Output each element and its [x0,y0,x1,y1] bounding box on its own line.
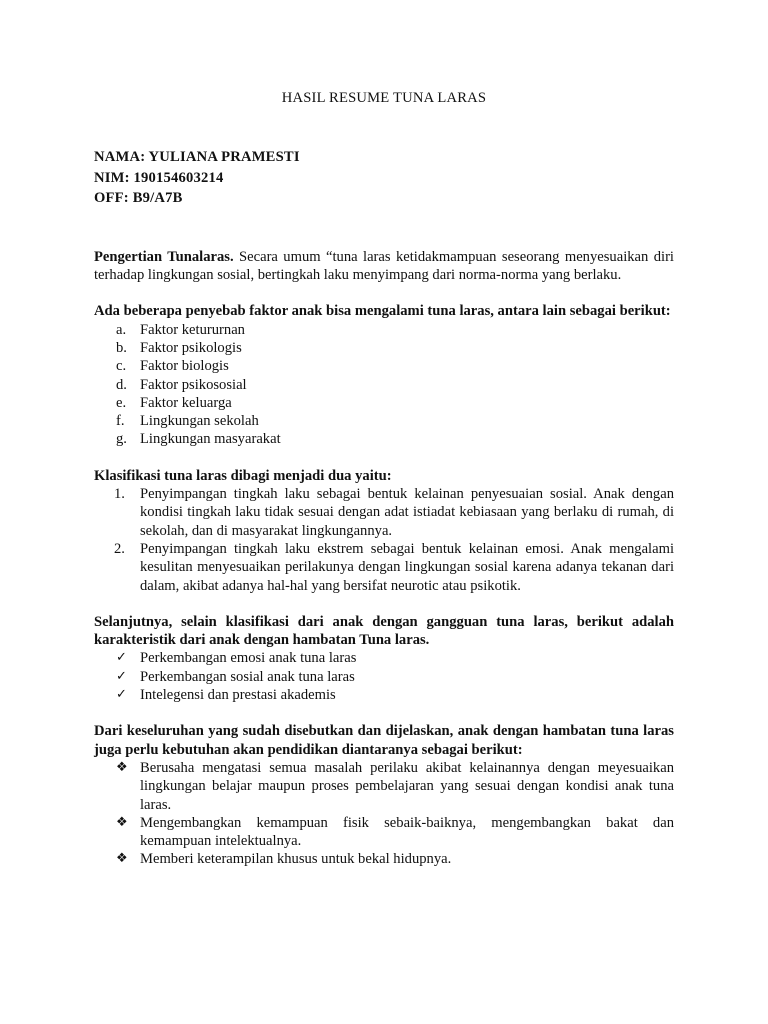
list-item [94,668,674,686]
list-item-text: Penyimpangan tingkah laku ekstrem sebagai bentuk kelainan emosi. Anak mengalami kesulitan menyesuaikan perilakunya dengan lingkungan sosial karena adanya tekanan dari dalam, akibat adanya hal-hal yang bersifat neurotic atau psikotik. [140,540,674,594]
list-item [94,321,674,339]
list-item [94,759,674,814]
classification-section [94,467,674,595]
causes-heading: Ada beberapa penyebab faktor anak bisa mengalami tuna laras, antara lain sebagai berikut: [94,303,671,320]
list-item [94,376,674,394]
list-item-text: Lingkungan masyarakat [140,431,281,448]
checkmark-icon: ✓ [116,650,127,666]
list-item-text: Faktor keluarga [140,394,232,411]
list-item-text: Faktor psikososial [140,376,247,393]
list-marker: c. [116,358,127,375]
classification-heading: Klasifikasi tuna laras dibagi menjadi dua yaitu: [94,467,392,484]
list-item [94,485,674,540]
list-marker: e. [116,394,127,411]
student-class: OFF: B9/A7B [94,190,183,207]
list-item-text: Intelegensi dan prestasi akademis [140,687,336,704]
causes-section [94,302,674,448]
list-marker: 1. [114,486,125,503]
characteristics-heading: Selanjutnya, selain klasifikasi dari anak dengan gangguan tuna laras, berikut adalah karakteristik dari anak dengan hambatan Tuna laras. [94,613,674,649]
checkmark-icon: ✓ [116,668,127,684]
list-item-text: Faktor biologis [140,358,229,375]
list-marker: a. [116,321,127,338]
document-page [94,89,674,869]
list-item [94,412,674,430]
list-item-text: Perkembangan sosial anak tuna laras [140,668,355,685]
definition-text: Secara umum “tuna laras ketidakmampuan seseorang menyesuaikan diri terhadap lingkungan sosial, bertingkah laku menyimpang dari norma-norma yang berlaku. [94,248,674,284]
list-item-text: Faktor ketururnan [140,321,245,338]
list-item-text: Penyimpangan tingkah laku sebagai bentuk kelainan penyesuaian sosial. Anak dengan kondisi tingkah laku tidak sesuai dengan adat istiadat kebiasaan yang berlaku di rumah, di sekolah, dan di masyarakat lingkungannya. [140,486,674,539]
identity-block [94,147,674,209]
needs-section [94,722,674,868]
definition-paragraph [94,248,674,285]
diamond-bullet-icon: ❖ [116,851,128,867]
list-item [94,850,674,868]
list-item [94,357,674,375]
list-item [94,430,674,448]
list-item-text: Lingkungan sekolah [140,413,259,430]
diamond-bullet-icon: ❖ [116,759,128,775]
definition-label: Pengertian Tunalaras. [94,248,234,265]
list-item [94,649,674,667]
list-item [94,814,674,851]
classification-list [94,485,674,595]
list-marker: f. [116,413,125,430]
list-item-text: Memberi keterampilan khusus untuk bekal hidupnya. [140,851,452,868]
needs-list [94,759,674,869]
document-title: HASIL RESUME TUNA LARAS [281,90,487,106]
list-marker: b. [116,339,127,356]
list-item-text: Berusaha mengatasi semua masalah perilaku akibat kelainannya dengan meyesuaikan lingkungan belajar maupun proses pembelajaran yang sesuai dengan kondisi anak tuna laras. [140,759,674,813]
student-name: NAMA: YULIANA PRAMESTI [94,149,300,166]
list-marker: 2. [114,540,125,557]
list-marker: d. [116,376,127,393]
list-item [94,540,674,595]
list-item-text: Mengembangkan kemampuan fisik sebaik-baiknya, mengembangkan bakat dan kemampuan intelektualnya. [140,814,674,850]
student-nim: NIM: 190154603214 [94,169,224,186]
list-item [94,339,674,357]
causes-list [94,321,674,449]
diamond-bullet-icon: ❖ [116,814,128,830]
list-item-text: Faktor psikologis [140,339,242,356]
checkmark-icon: ✓ [116,687,127,703]
list-item-text: Perkembangan emosi anak tuna laras [140,650,357,667]
characteristics-list [94,649,674,704]
list-item [94,394,674,412]
needs-heading: Dari keseluruhan yang sudah disebutkan dan dijelaskan, anak dengan hambatan tuna laras juga perlu kebutuhan akan pendidikan diantaranya sebagai berikut: [94,723,674,758]
list-item [94,686,674,704]
list-marker: g. [116,431,127,448]
characteristics-section [94,613,674,704]
